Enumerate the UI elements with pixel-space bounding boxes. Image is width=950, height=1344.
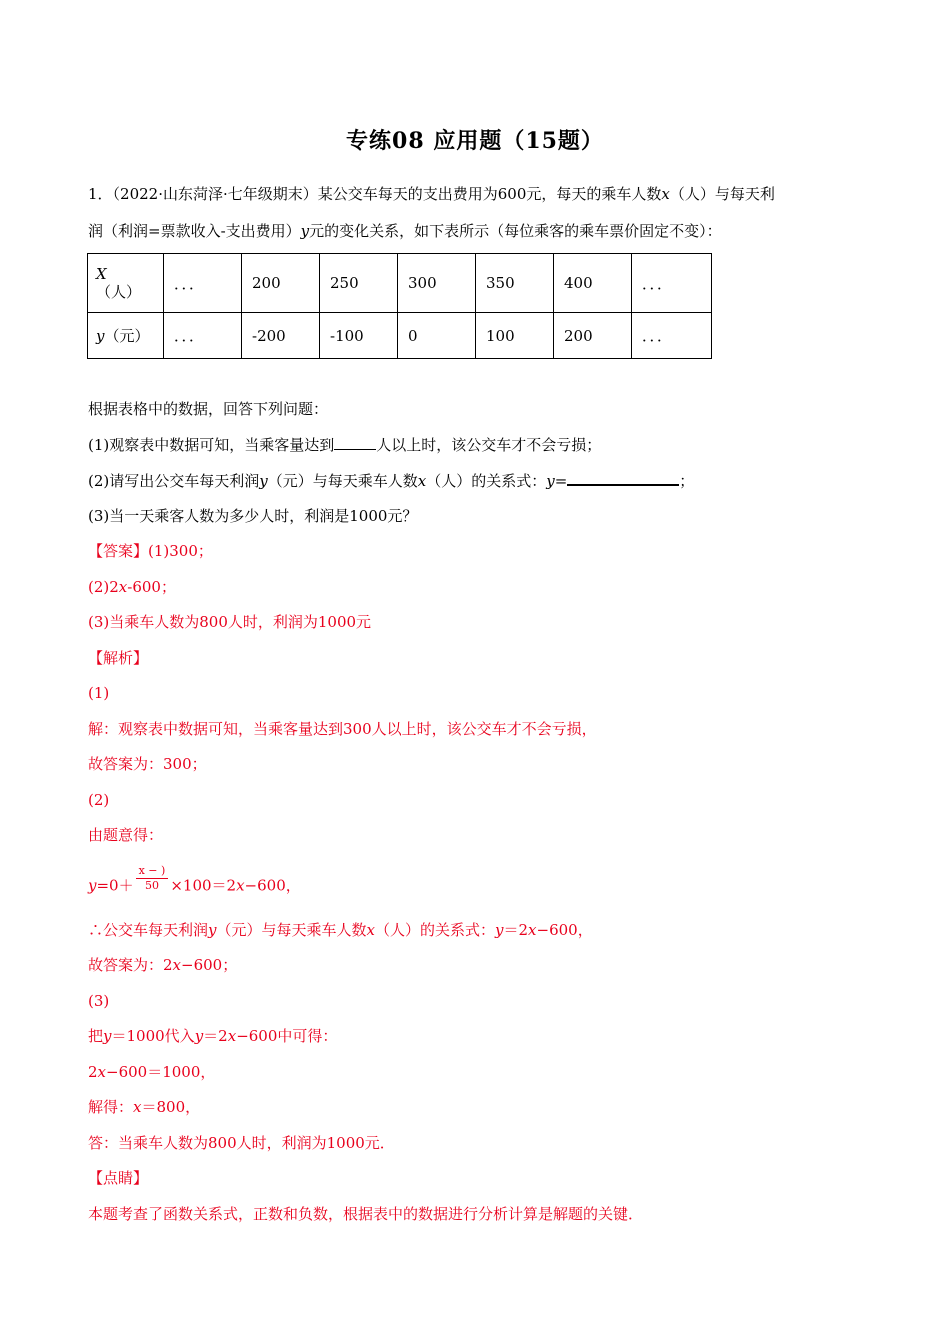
table-cell: 100 [476, 313, 554, 359]
question-part-2: (2)请写出公交车每天利润y（元）与每天乘车人数x（人）的关系式：y= ； [88, 472, 695, 490]
table-row-x [88, 254, 712, 313]
analysis-label: 【解析】 [88, 649, 149, 667]
analysis-conclusion: 答：当乘车人数为800人时，利润为1000元． [88, 1134, 395, 1152]
comment-text: 本题考查了函数关系式，正数和负数，根据表中的数据进行分析计算是解题的关键． [88, 1205, 644, 1223]
table-cell: -200 [242, 313, 320, 359]
question-intro: 根据表格中的数据，回答下列问题： [88, 400, 329, 418]
answer-line-3: (3)当乘车人数为800人时，利润为1000元 [88, 613, 372, 631]
answer-label: 【答案】 [88, 542, 149, 560]
question-part-3: (3)当一天乘客人数为多少人时，利润是1000元？ [88, 507, 418, 525]
page-title: 专练08 应用题（15题） [346, 128, 604, 154]
table-cell: 250 [320, 254, 398, 313]
fraction: $\frac{x - )}{50}$ [136, 864, 169, 893]
table-cell: 200 [242, 254, 320, 313]
data-table [87, 253, 712, 359]
table-cell: ．．． [632, 313, 712, 359]
answer-blank [334, 435, 376, 450]
analysis-text: 2x−600＝1000， [88, 1063, 216, 1081]
table-cell: 300 [398, 254, 476, 313]
question-part-1: (1)观察表中数据可知，当乘客量达到 人以上时，该公交车才不会亏损； [88, 436, 602, 454]
table-cell: ．．． [164, 313, 242, 359]
analysis-part-1: (1) [88, 684, 110, 702]
table-cell: ．．． [164, 254, 242, 313]
analysis-text: 把y＝1000代入y＝2x−600中可得： [88, 1027, 338, 1045]
table-cell: -100 [320, 313, 398, 359]
analysis-part-3: (3) [88, 992, 110, 1010]
table-cell: ．．． [632, 254, 712, 313]
analysis-text: 故答案为：300； [88, 755, 207, 773]
analysis-text: 由题意得： [88, 826, 164, 844]
table-cell: 0 [398, 313, 476, 359]
row-header-x: X （人） [88, 254, 164, 313]
analysis-text: 解得：x＝800， [88, 1098, 201, 1116]
table-row-y [88, 313, 712, 359]
question-line-1: 1．（2022·山东菏泽·七年级期末）某公交车每天的支出费用为600元，每天的乘车人数x（人）与每天利 [88, 185, 775, 203]
answer-line-1: 【答案】(1)300； [88, 542, 213, 560]
table-cell: 400 [554, 254, 632, 313]
question-line-2: 润（利润=票款收入-支出费用）y元的变化关系，如下表所示（每位乘客的乘车票价固定不变）： [88, 222, 722, 240]
analysis-text: ∴公交车每天利润y（元）与每天乘车人数x（人）的关系式：y＝2x−600， [88, 921, 593, 939]
analysis-part-2: (2) [88, 791, 110, 809]
analysis-text: 解：观察表中数据可知，当乘客量达到300人以上时，该公交车才不会亏损， [88, 720, 597, 738]
row-header-y: y（元） [88, 313, 164, 359]
question-source: （2022·山东菏泽·七年级期末） [112, 185, 318, 203]
question-number: 1． [88, 185, 113, 203]
answer-line-2: (2)2x-600； [88, 578, 176, 596]
answer-blank [567, 470, 679, 486]
analysis-equation: y=0＋ $\frac{x - )}{50}$ ×100＝2x−600， [88, 864, 301, 895]
comment-label: 【点睛】 [88, 1169, 149, 1187]
table-cell: 200 [554, 313, 632, 359]
analysis-text: 故答案为：2x−600； [88, 956, 238, 974]
table-cell: 350 [476, 254, 554, 313]
